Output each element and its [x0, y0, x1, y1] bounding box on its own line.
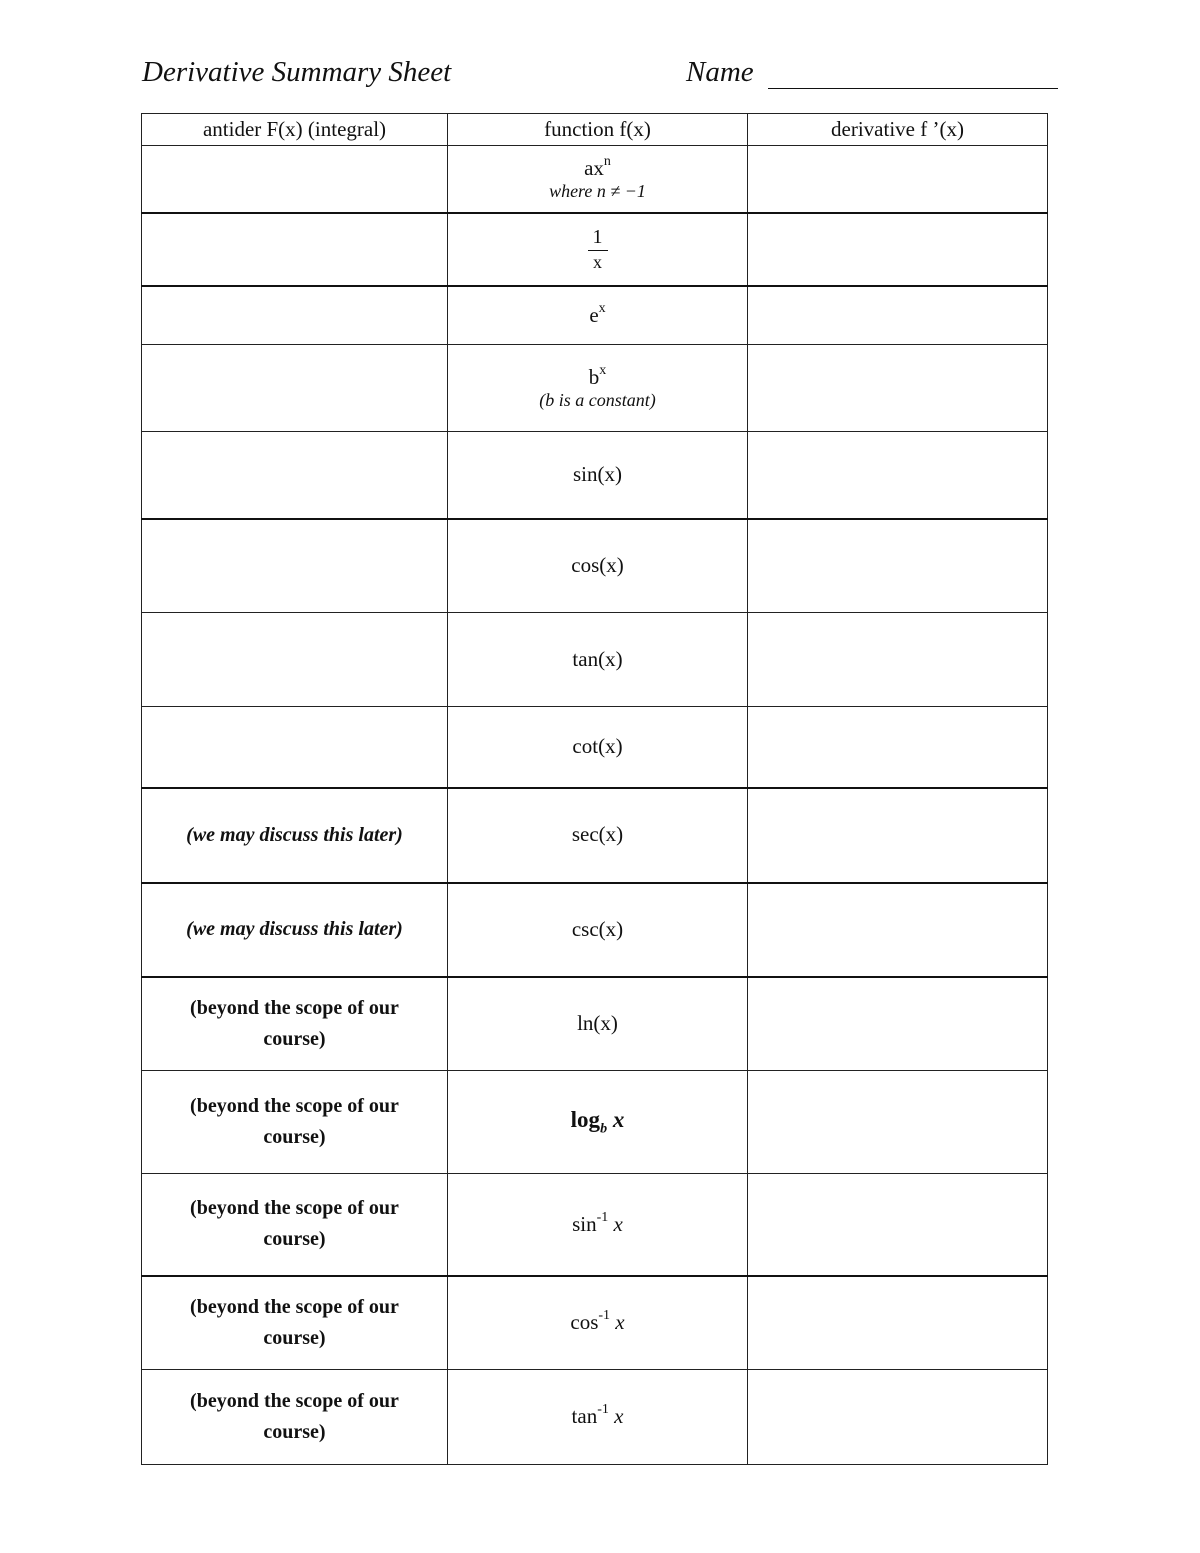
column-header-function: function f(x) [448, 114, 748, 146]
derivative-cell[interactable] [748, 707, 1048, 788]
table-row [142, 1174, 1048, 1276]
antider-cell[interactable] [142, 707, 448, 788]
derivative-table [141, 113, 1048, 1465]
derivative-cell[interactable] [748, 213, 1048, 286]
antider-note: (we may discuss this later) [186, 823, 403, 846]
function-exp: $e^x$ [589, 300, 606, 327]
table-row [142, 707, 1048, 788]
function-cell [448, 146, 748, 213]
antider-cell[interactable] [142, 613, 448, 707]
function-log: $\log_b x$ [570, 1106, 625, 1137]
antider-cell[interactable] [142, 432, 448, 519]
function-text: sin(x) [573, 462, 622, 487]
antider-note: (beyond the scope of our course) [190, 1390, 399, 1443]
function-text: tan(x) [572, 646, 623, 671]
function-cell [448, 788, 748, 883]
function-cell [448, 286, 748, 345]
antider-cell[interactable] [142, 286, 448, 345]
antider-cell [142, 883, 448, 977]
antider-cell[interactable] [142, 519, 448, 613]
function-cell [448, 519, 748, 613]
column-header-antider: antider F(x) (integral) [142, 114, 448, 146]
derivative-cell[interactable] [748, 1071, 1048, 1174]
antider-note: (beyond the scope of our course) [190, 1295, 399, 1349]
name-field-line[interactable] [768, 88, 1058, 89]
function-fraction: $\frac{1}{x}$ [588, 225, 608, 274]
antider-cell[interactable] [142, 146, 448, 213]
function-cell [448, 213, 748, 286]
antider-cell [142, 977, 448, 1071]
function-power: $ax^n$ [584, 153, 611, 180]
antider-cell [142, 1370, 448, 1465]
function-cell [448, 1276, 748, 1370]
function-text: cot(x) [572, 734, 623, 759]
table-row [142, 345, 1048, 432]
table-row [142, 519, 1048, 613]
antider-cell [142, 1174, 448, 1276]
table-row [142, 146, 1048, 213]
derivative-cell[interactable] [748, 519, 1048, 613]
table-row [142, 883, 1048, 977]
header-row [142, 114, 1048, 146]
derivative-cell[interactable] [748, 1174, 1048, 1276]
antider-note: (beyond the scope of our course) [190, 1197, 399, 1251]
function-cell [448, 345, 748, 432]
function-text: sec(x) [571, 822, 624, 847]
function-cell [448, 613, 748, 707]
table-row [142, 977, 1048, 1071]
table-row [142, 1071, 1048, 1174]
function-cell [448, 707, 748, 788]
derivative-cell[interactable] [748, 345, 1048, 432]
antider-cell[interactable] [142, 345, 448, 432]
function-inverse-trig: $\tan^{-1} x$ [571, 1402, 624, 1429]
function-text: cos(x) [571, 553, 624, 578]
derivative-cell[interactable] [748, 1370, 1048, 1465]
derivative-cell[interactable] [748, 613, 1048, 707]
column-header-derivative: derivative f ’(x) [748, 114, 1048, 146]
name-label: Name [686, 56, 754, 88]
table-row [142, 213, 1048, 286]
table-row [142, 613, 1048, 707]
derivative-cell[interactable] [748, 788, 1048, 883]
function-cell [448, 1370, 748, 1465]
antider-cell[interactable] [142, 213, 448, 286]
derivative-cell[interactable] [748, 1276, 1048, 1370]
table-row [142, 286, 1048, 345]
antider-cell [142, 1276, 448, 1370]
derivative-cell[interactable] [748, 432, 1048, 519]
function-cell [448, 432, 748, 519]
function-cell [448, 883, 748, 977]
antider-note: (we may discuss this later) [186, 918, 403, 940]
table-row [142, 1276, 1048, 1370]
function-note: where n ≠ −1 [549, 180, 646, 201]
antider-cell [142, 788, 448, 883]
antider-note: (beyond the scope of our course) [190, 996, 399, 1050]
function-text: csc(x) [571, 916, 624, 941]
antider-note: (beyond the scope of our course) [190, 1095, 399, 1148]
function-inverse-trig: $\cos^{-1} x$ [570, 1308, 625, 1335]
function-cell [448, 1174, 748, 1276]
table-row [142, 788, 1048, 883]
table-row [142, 1370, 1048, 1465]
function-cell [448, 1071, 748, 1174]
table-row [142, 432, 1048, 519]
antider-cell [142, 1071, 448, 1174]
derivative-cell[interactable] [748, 977, 1048, 1071]
function-note: (b is a constant) [539, 390, 656, 411]
derivative-cell[interactable] [748, 883, 1048, 977]
function-exp: $b^x$ [588, 362, 607, 389]
derivative-cell[interactable] [748, 146, 1048, 213]
function-cell [448, 977, 748, 1071]
function-inverse-trig: $\sin^{-1} x$ [572, 1209, 623, 1236]
derivative-cell[interactable] [748, 286, 1048, 345]
function-text: ln(x) [577, 1011, 618, 1036]
page-title: Derivative Summary Sheet [142, 56, 452, 88]
